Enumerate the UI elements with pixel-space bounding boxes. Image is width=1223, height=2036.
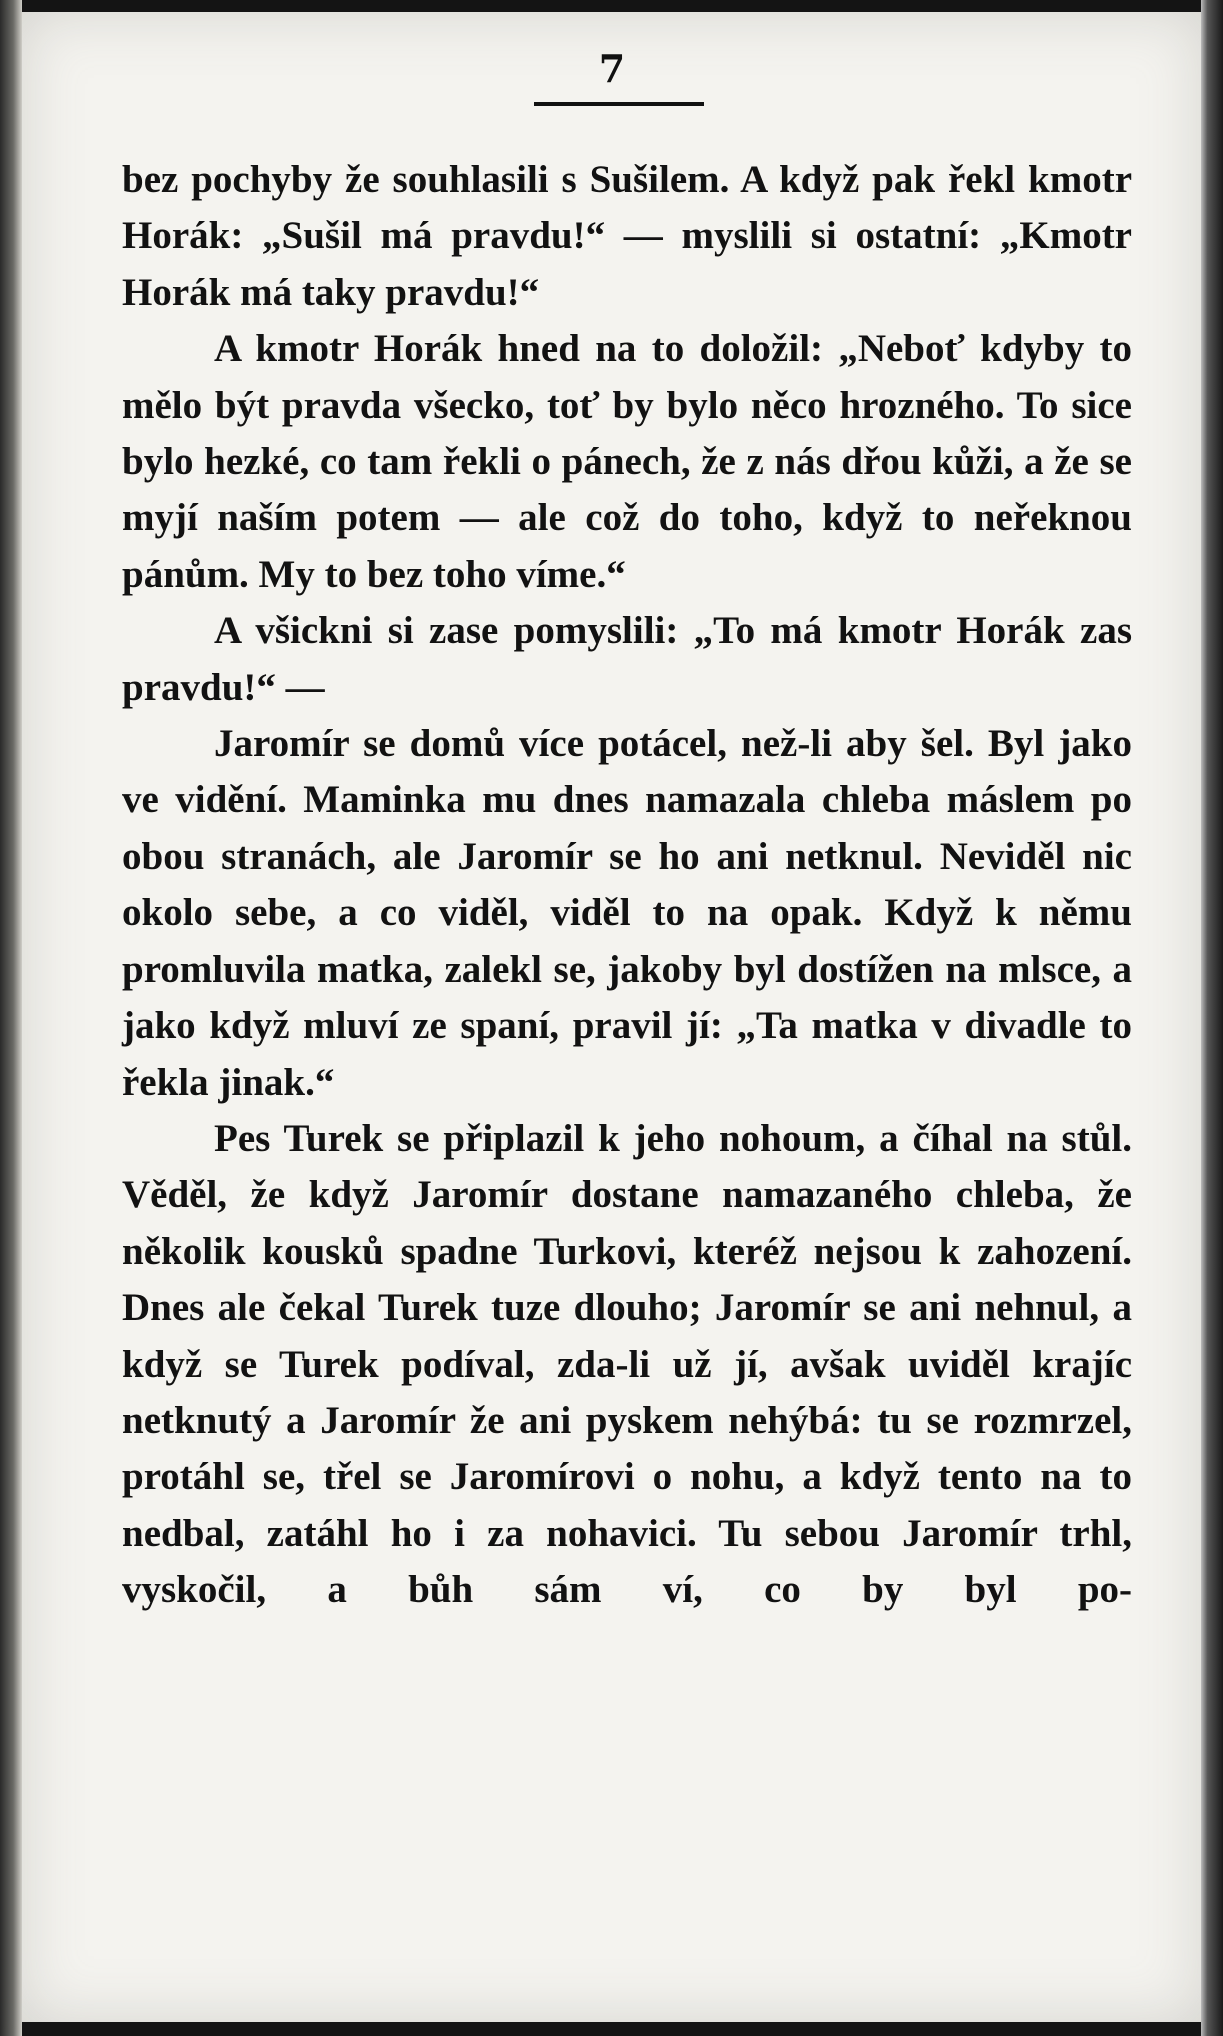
paragraph-4: Jaromír se domů více potácel, než-li aby šel. Byl jako ve vidění. Maminka mu dnes namazala chleba máslem po obou stranách, ale Jaromír se ho ani netknul. Neviděl nic okolo sebe, a co viděl, viděl to na opak. Když k němu promluvila matka, zalekl se, jakoby byl dostížen na mlsce, a jako když mluví ze spaní, pravil jí: „Ta matka v divadle to řekla jinak.“ bbox=[122, 722, 1132, 1104]
book-page bbox=[22, 12, 1202, 2022]
body-text bbox=[122, 152, 1132, 1619]
paragraph-5: Pes Turek se připlazil k jeho nohoum, a číhal na stůl. Věděl, že když Jaromír dostane namazaného chleba, že několik kousků spadne Turkovi, kteréž nejsou k zahození. Dnes ale čekal Turek tuze dlouho; Jaromír se ani nehnul, a když se Turek podíval, zda-li už jí, avšak uviděl krajíc netknutý a Jaromír že ani pyskem nehýbá: tu se rozmrzel, protáhl se, třel se Jaromírovi o nohu, a když tento na to nedbal, zatáhl ho i za nohavici. Tu sebou Jaromír trhl, vyskočil, a bůh sám ví, co by byl po- bbox=[122, 1116, 1132, 1612]
right-page-edge bbox=[1201, 0, 1223, 2036]
paragraph-3: A všickni si zase pomyslili: „To má kmotr Horák zas pravdu!“ — bbox=[122, 609, 1132, 709]
paragraph-1: bez pochyby že souhlasili s Sušilem. A když pak řekl kmotr Horák: „Sušil má pravdu!“ — myslili si ostatní: „Kmotr Horák má taky pravdu!“ bbox=[122, 158, 1132, 314]
left-page-edge bbox=[0, 0, 22, 2036]
page-number: 7 bbox=[598, 46, 626, 91]
page-number-rule bbox=[534, 102, 704, 106]
paragraph-2: A kmotr Horák hned na to doložil: „Neboť kdyby to mělo být pravda všecko, toť by bylo něco hrozného. To sice bylo hezké, co tam řekli o pánech, že z nás dřou kůži, a že se myjí naším potem — ale což do toho, když to neřeknou pánům. My to bez toho víme.“ bbox=[122, 327, 1132, 596]
